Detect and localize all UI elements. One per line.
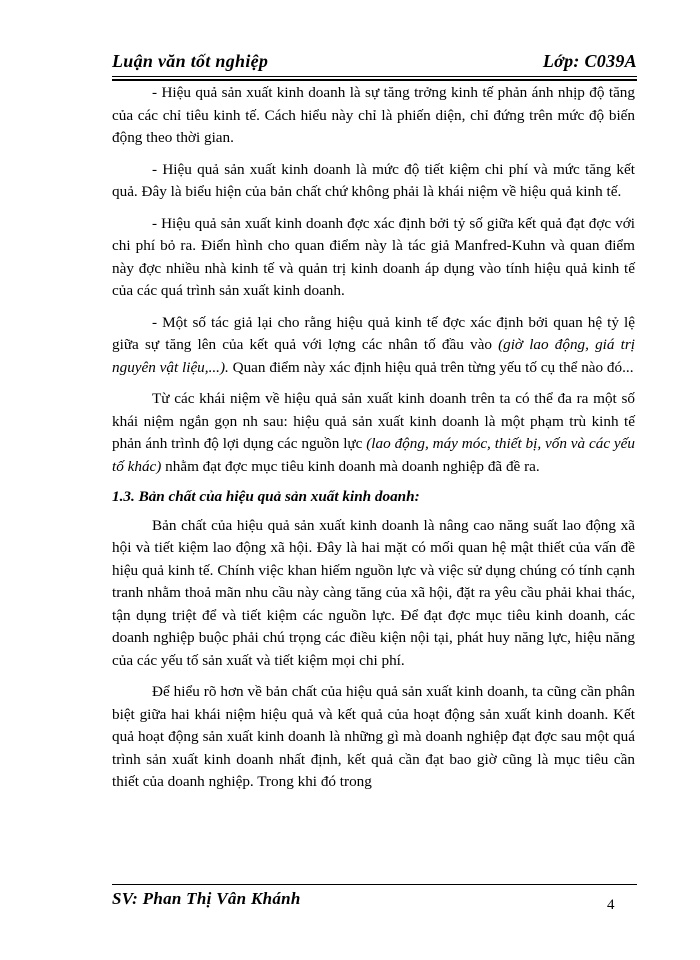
paragraph: - Hiệu quả sản xuất kinh doanh đợc xác định bởi tỷ số giữa kết quả đạt đợc với chi phí bỏ ra. Điển hình cho quan điểm này là tác giả Manfred-Kuhn và quan điểm này đợc nhiều nhà kinh tế và quản trị kinh doanh áp dụng vào tính hiệu quả kinh tế của các quá trình sản xuất kinh doanh.: [112, 214, 635, 299]
paragraph-text: nhằm đạt đợc mục tiêu kinh doanh mà doanh nghiệp đã đề ra.: [161, 457, 540, 475]
paragraph-with-italic: [112, 388, 635, 478]
header-title: Luận văn tốt nghiệp: [112, 51, 269, 71]
paragraph-text: Từ các khái niệm về hiệu quả sản xuất kinh doanh trên ta có thể đa ra một số khái niệm ngắn gọn nh sau: hiệu quả sản xuất kinh doanh là một phạm trù kinh tế phản ánh trình độ lợi dụng các nguồn lực: [112, 390, 635, 452]
italic-text: (lao động, máy móc, thiết bị, vốn và các yếu tố khác): [112, 435, 635, 475]
header-rule-thin: [112, 76, 637, 77]
paragraph-text: Quan điểm này xác định hiệu quả trên từng yếu tố cụ thể nào đó...: [228, 358, 634, 376]
paragraph: Để hiểu rõ hơn về bản chất của hiệu quả sản xuất kinh doanh, ta cũng cần phân biệt giữa hai khái niệm hiệu quả và kết quả của hoạt động sản xuất kinh doanh. Kết quả hoạt động sản xuất kinh doanh là những gì mà doanh nghiệp đạt đợc sau một quá trình sản xuất kinh doanh nhất định, kết quả cần đạt bao giờ cũng là mục tiêu cần thiết của doanh nghiệp. Trong khi đó trong: [112, 683, 635, 790]
footer-author: SV: Phan Thị Vân Khánh: [112, 889, 301, 908]
paragraph: Bản chất của hiệu quả sản xuất kinh doanh là nâng cao năng suất lao động xã hội và tiết kiệm lao động xã hội. Đây là hai mặt có mối quan hệ mật thiết của vấn đề hiệu quả kinh tế. Chính việc khan hiếm nguồn lực và việc sử dụng chúng có tính cạnh tranh nhằm thoả mãn nhu cầu này càng tăng của xã hội, đặt ra yêu cầu phải khai thác, tận dụng triệt để và tiết kiệm các nguồn lực. Để đạt đợc mục tiêu kinh doanh, các doanh nghiệp buộc phải chú trọng các điều kiện nội tại, phát huy năng lực, hiệu năng của các yếu tố sản xuất và tiết kiệm mọi chi phí.: [112, 516, 635, 669]
page-number: 4: [607, 897, 615, 913]
paragraph-with-italic: [112, 312, 635, 380]
footer-rule: [112, 884, 637, 885]
section-heading: 1.3. Bản chất của hiệu quả sản xuất kinh doanh:: [112, 488, 420, 505]
header-class: Lớp: C039A: [542, 51, 637, 71]
italic-text: (giờ lao động, giá trị nguyên vật liệu,...).: [112, 336, 635, 376]
page-body: [112, 82, 635, 794]
paragraph: - Hiệu quả sản xuất kinh doanh là sự tăng trởng kinh tế phản ánh nhịp độ tăng của các chỉ tiêu kinh tế. Cách hiểu này chỉ là phiến diện, chỉ đứng trên mức độ biến động theo thời gian.: [112, 84, 635, 146]
paragraph: - Hiệu quả sản xuất kinh doanh là mức độ tiết kiệm chi phí và mức tăng kết quả. Đây là biểu hiện của bản chất chứ không phải là khái niệm về hiệu quả kinh tế.: [112, 160, 635, 200]
paragraph-text: - Một số tác giả lại cho rằng hiệu quả kinh tế đợc xác định bởi quan hệ tỷ lệ giữa sự tăng lên của kết quả với lợng các nhân tố đầu vào: [112, 313, 635, 353]
page-header: [112, 51, 637, 77]
header-rule-thick: [112, 79, 637, 81]
